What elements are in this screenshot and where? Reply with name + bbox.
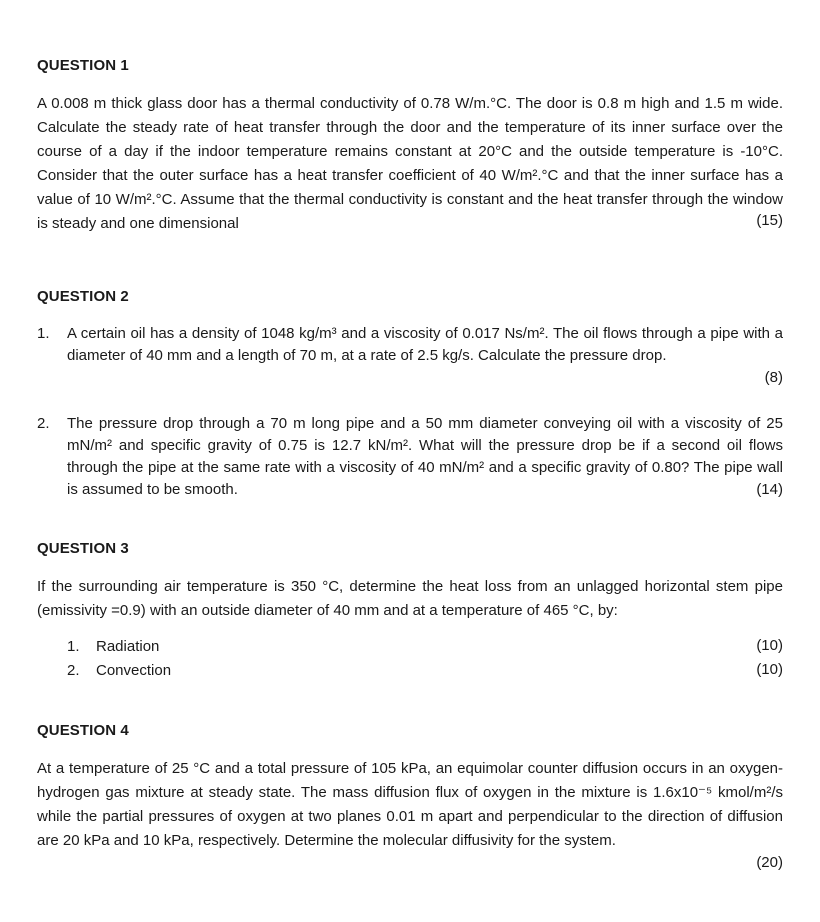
question-2-item-2-number: 2. bbox=[37, 415, 50, 432]
question-3-item-2-marks: (10) bbox=[756, 661, 783, 678]
question-2-item-1 bbox=[37, 323, 783, 367]
question-3-heading: QUESTION 3 bbox=[37, 540, 129, 557]
question-2-item-2-marks: (14) bbox=[756, 481, 783, 498]
question-1-heading: QUESTION 1 bbox=[37, 57, 129, 74]
question-3-item-1-marks: (10) bbox=[756, 637, 783, 654]
question-3-text: If the surrounding air temperature is 350 °C, determine the heat loss from an unlagged horizontal stem pipe (emissivity =0.9) with an outside diameter of 40 mm and at a temperature of 465 °C, by: bbox=[37, 578, 783, 619]
question-1-marks: (15) bbox=[756, 212, 783, 229]
question-2-item-2-text: The pressure drop through a 70 m long pipe and a 50 mm diameter conveying oil with a viscosity of 25 mN/m² and specific gravity of 0.75 is 12.7 kN/m². What will the pressure drop be if a second oil flows through the pipe at the same rate with a viscosity of 40 mN/m² and a specific gravity of 0.80? The pipe wall is assumed to be smooth. bbox=[67, 415, 783, 498]
question-2-item-1-text: A certain oil has a density of 1048 kg/m³ and a viscosity of 0.017 Ns/m². The oil flows through a pipe with a diameter of 40 mm and a length of 70 m, at a rate of 2.5 kg/s. Calculate the pressure drop. bbox=[67, 325, 783, 364]
question-3-item-2-number: 2. bbox=[67, 662, 80, 679]
question-1-text bbox=[37, 92, 783, 236]
question-2-item-2 bbox=[37, 413, 783, 501]
question-3-item-2 bbox=[67, 659, 783, 683]
question-3-item-2-label: Convection bbox=[96, 662, 172, 679]
question-4-marks: (20) bbox=[756, 854, 783, 871]
question-3-item-1-label: Radiation bbox=[96, 638, 160, 655]
question-4-text: At a temperature of 25 °C and a total pressure of 105 kPa, an equimolar counter diffusion occurs in an oxygen-hydrogen gas mixture at steady state. The mass diffusion flux of oxygen in the mixture is 1.6x10⁻⁵ kmol/m²/s while the partial pressures of oxygen at two planes 0.01 m apart and perpendicular to the direction of diffusion are 20 kPa and 10 kPa, respectively. Determine the molecular diffusivity for the system. bbox=[37, 760, 783, 849]
question-3-item-1 bbox=[67, 635, 783, 659]
question-3-item-1-number: 1. bbox=[67, 638, 80, 655]
question-1-body: A 0.008 m thick glass door has a thermal conductivity of 0.78 W/m.°C. The door is 0.8 m high and 1.5 m wide. Calculate the steady rate of heat transfer through the door and the temperature of its inner surface over the course of a day if the indoor temperature remains constant at 20°C and the outside temperature is -10°C. Consider that the outer surface has a heat transfer coefficient of 40 W/m².°C and that the inner surface has a value of 10 W/m².°C. Assume that the thermal conductivity is constant and the heat transfer through the window is steady and one dimensional bbox=[37, 95, 783, 232]
question-2-item-1-number: 1. bbox=[37, 325, 50, 342]
question-2-item-1-marks: (8) bbox=[764, 369, 783, 386]
question-2-heading: QUESTION 2 bbox=[37, 288, 129, 305]
question-4-heading: QUESTION 4 bbox=[37, 722, 129, 739]
